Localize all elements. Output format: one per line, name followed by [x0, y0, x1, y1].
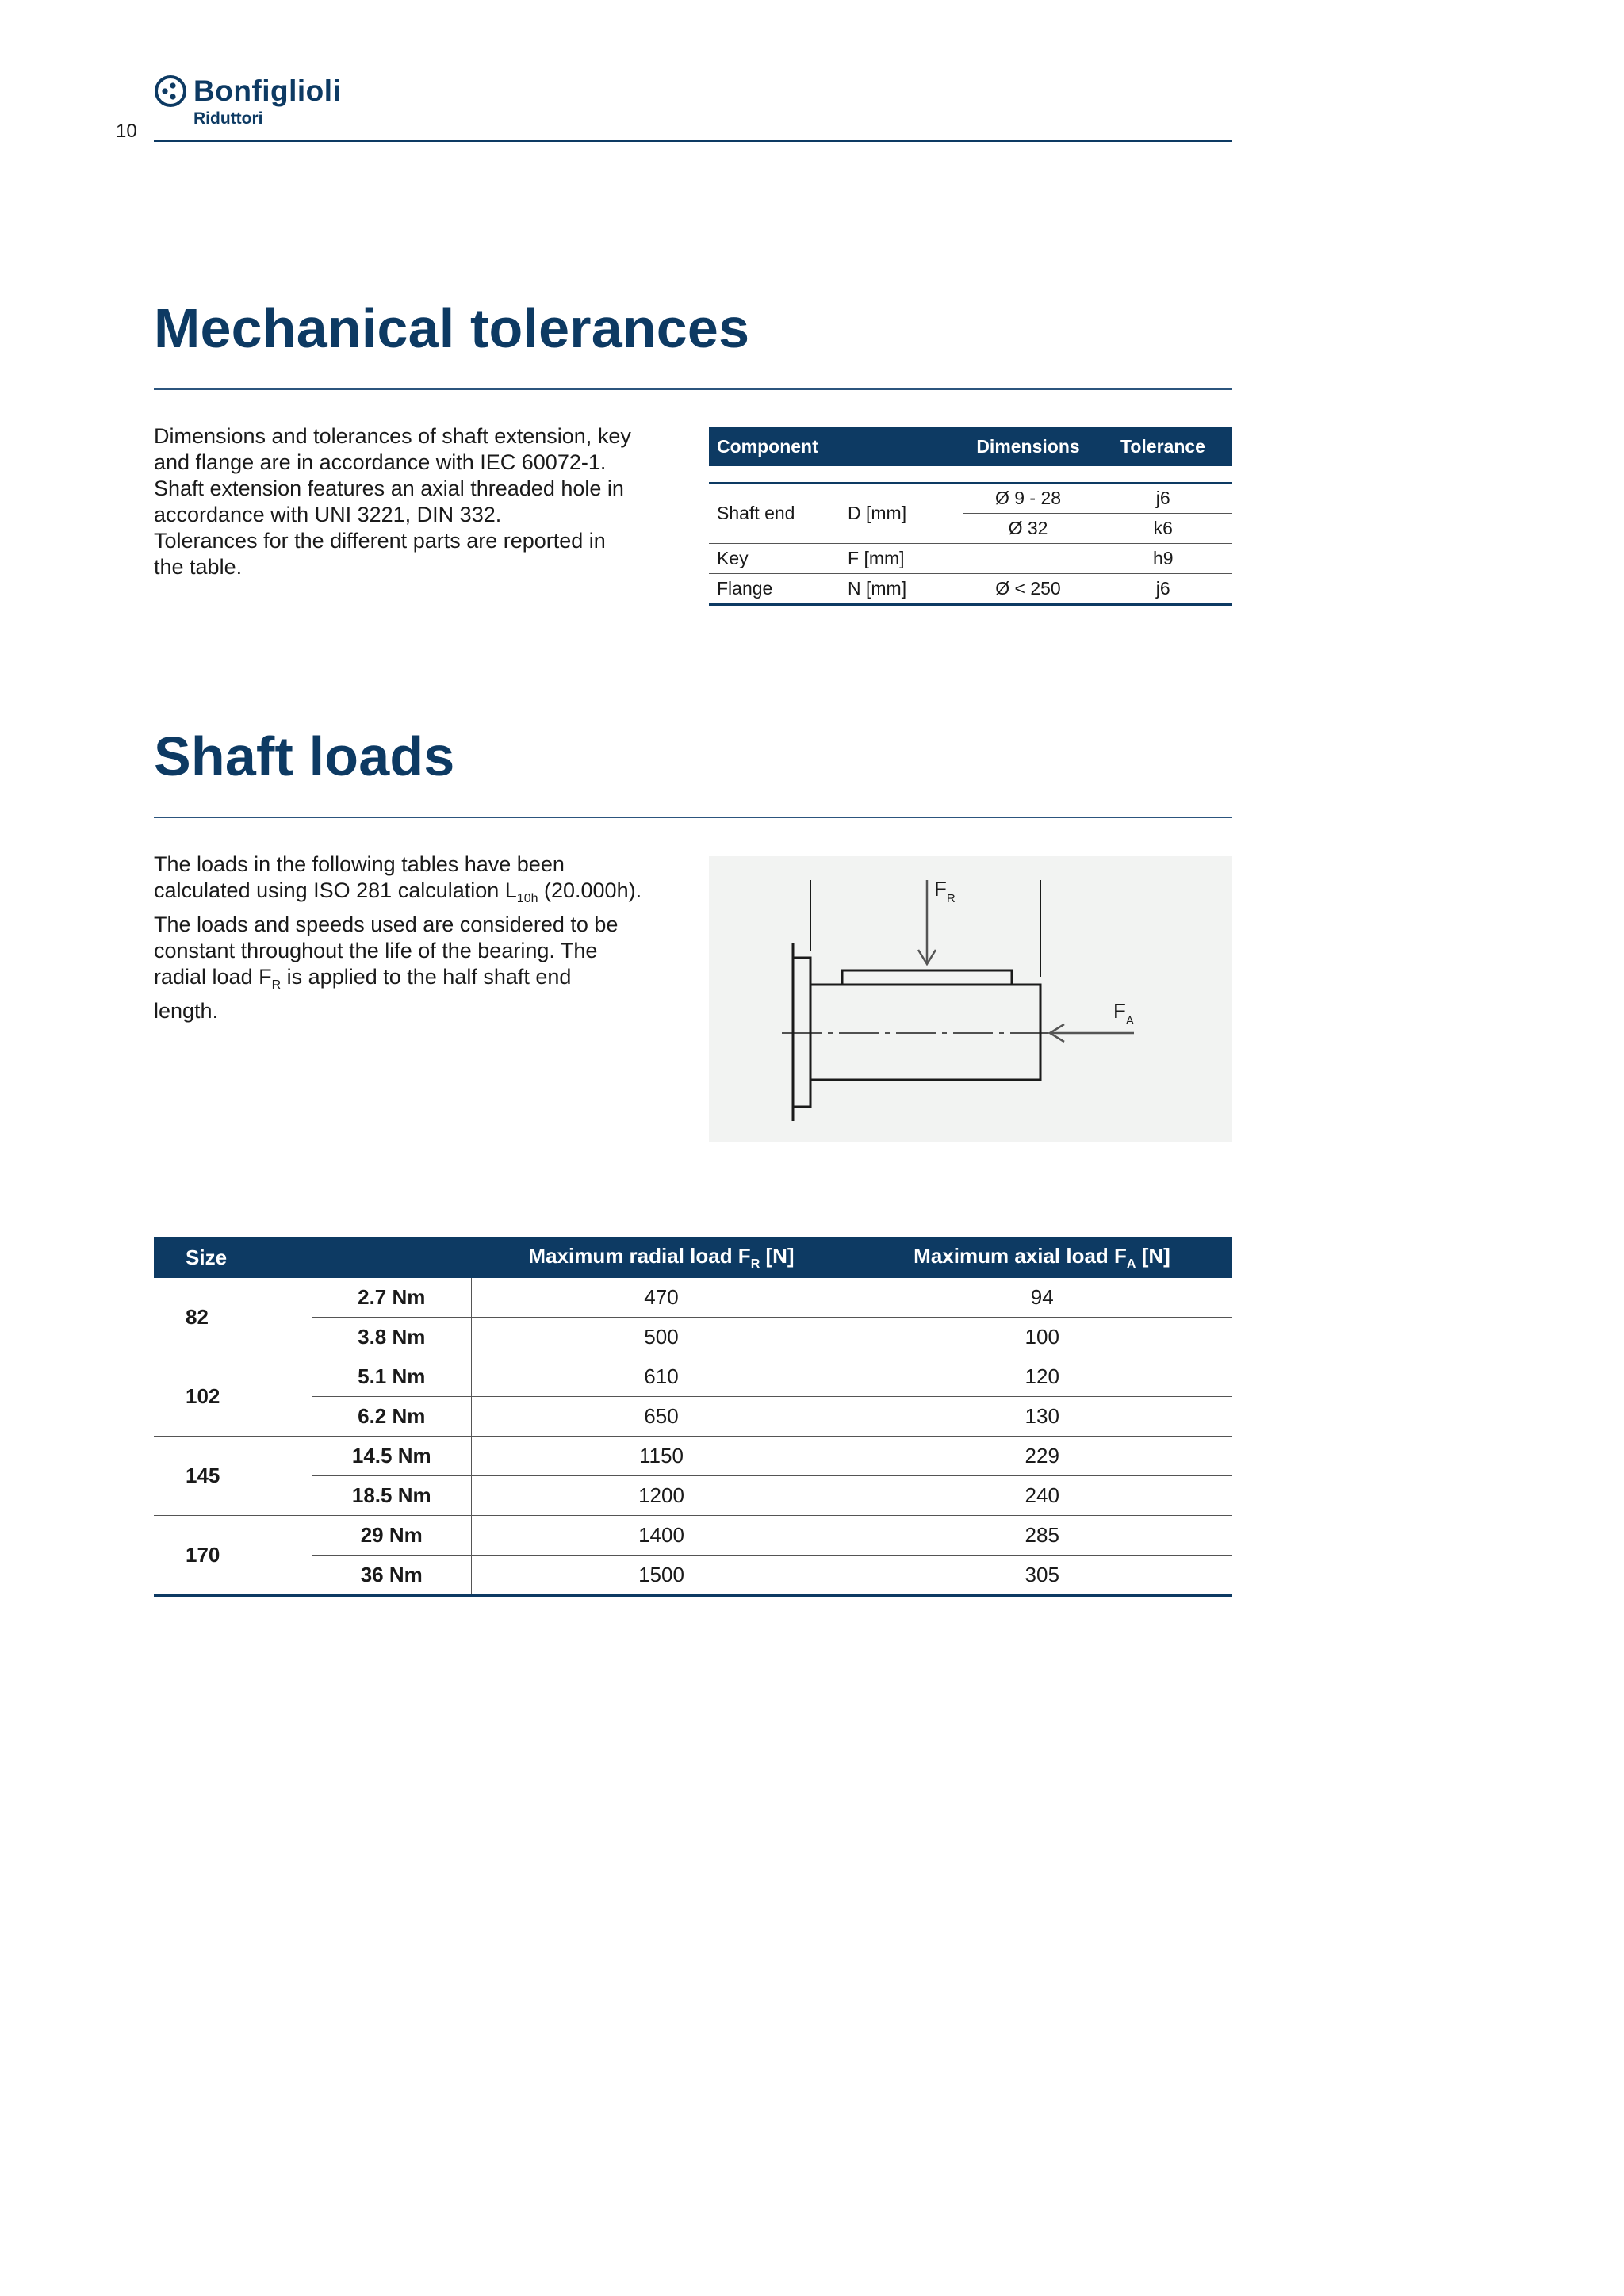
shaft-loads-line — [154, 912, 693, 938]
axial-cell: 100 — [852, 1318, 1232, 1357]
axial-cell: 120 — [852, 1357, 1232, 1397]
table-row — [154, 1556, 1232, 1596]
size-cell: 102 — [154, 1357, 312, 1437]
key-tol: h9 — [1094, 544, 1232, 574]
table-row — [154, 1397, 1232, 1437]
radial-cell: 500 — [471, 1318, 852, 1357]
loads-header-row — [154, 1237, 1232, 1278]
table-row — [154, 1318, 1232, 1357]
tolerances-description-line: Tolerances for the different parts are reported in — [154, 529, 606, 553]
radial-cell: 1150 — [471, 1437, 852, 1476]
table-row — [709, 483, 1232, 514]
radial-force-label: $F_R$ — [934, 877, 956, 905]
shaft-loads-line — [154, 938, 693, 964]
axial-force-label: $F_A$ — [1113, 999, 1134, 1027]
axial-cell: 240 — [852, 1476, 1232, 1516]
bonfiglioli-logo-icon — [154, 75, 187, 108]
shaft-loads-line — [154, 851, 693, 878]
shaft-loads-description — [154, 851, 693, 1024]
flange-tol: j6 — [1094, 574, 1232, 605]
subscript: 10h — [516, 892, 538, 905]
shaft-loads-line — [154, 964, 693, 998]
subscript: R — [271, 978, 282, 992]
table-row — [154, 1357, 1232, 1397]
brand-name: Bonfiglioli — [193, 75, 342, 107]
brand-logo — [154, 75, 341, 108]
torque-cell: 5.1 Nm — [312, 1357, 471, 1397]
torque-cell: 6.2 Nm — [312, 1397, 471, 1437]
shaft-load-diagram — [709, 856, 1232, 1142]
page-number: 10 — [116, 121, 137, 142]
radial-cell: 470 — [471, 1278, 852, 1318]
header-empty — [840, 427, 963, 466]
shaft-end-label: Shaft end — [709, 483, 840, 544]
shaft-end-dim-1: Ø 9 - 28 — [963, 483, 1094, 514]
axial-cell: 130 — [852, 1397, 1232, 1437]
tolerances-description-line: accordance with UNI 3221, DIN 332. — [154, 503, 502, 526]
size-cell: 170 — [154, 1516, 312, 1596]
axial-cell: 285 — [852, 1516, 1232, 1556]
header-size: Size — [154, 1237, 312, 1278]
tolerances-header-row — [709, 427, 1232, 466]
shaft-loads-text: The loads in the following tables have been — [154, 852, 565, 876]
radial-cell: 1500 — [471, 1556, 852, 1596]
header-axial-load: Maximum axial load $F_A$ [N] — [852, 1237, 1232, 1278]
loads-table-body — [154, 1278, 1232, 1596]
tolerances-description — [154, 423, 693, 580]
tolerances-description-line: the table. — [154, 555, 243, 579]
radial-cell: 1400 — [471, 1516, 852, 1556]
key-dim — [963, 544, 1094, 574]
size-cell: 82 — [154, 1278, 312, 1357]
tolerances-table — [709, 427, 1232, 606]
tolerances-description-line: and flange are in accordance with IEC 60072-1. — [154, 450, 607, 474]
shaft-loads-text: (20.000h). — [538, 878, 642, 902]
shaft-loads-text: The loads and speeds used are considered to be — [154, 913, 619, 936]
shaft-loads-line — [154, 878, 693, 912]
shaft-loads-text: length. — [154, 999, 219, 1023]
size-cell: 145 — [154, 1437, 312, 1516]
shaft-loads-title-rule — [154, 817, 1232, 818]
table-row — [154, 1516, 1232, 1556]
shaft-end-unit: D [mm] — [840, 483, 963, 544]
table-row — [709, 544, 1232, 574]
torque-cell: 14.5 Nm — [312, 1437, 471, 1476]
header-tolerance: Tolerance — [1094, 427, 1232, 466]
torque-cell: 3.8 Nm — [312, 1318, 471, 1357]
key-unit: F [mm] — [840, 544, 963, 574]
table-row — [709, 574, 1232, 605]
flange-label: Flange — [709, 574, 840, 605]
shaft-end-tol-2: k6 — [1094, 514, 1232, 544]
table-row — [154, 1476, 1232, 1516]
shaft-loads-text: constant throughout the life of the bearing. The — [154, 939, 598, 962]
brand-subtitle: Riduttori — [193, 109, 263, 128]
flange-unit: N [mm] — [840, 574, 963, 605]
tolerances-description-line: Dimensions and tolerances of shaft extension, key — [154, 424, 631, 448]
header-component: Component — [709, 427, 840, 466]
axial-cell: 229 — [852, 1437, 1232, 1476]
axial-cell: 305 — [852, 1556, 1232, 1596]
torque-cell: 2.7 Nm — [312, 1278, 471, 1318]
shaft-loads-text: calculated using ISO 281 calculation L — [154, 878, 517, 902]
table-row — [154, 1278, 1232, 1318]
header-radial-load: Maximum radial load $F_R$ [N] — [471, 1237, 852, 1278]
radial-cell: 650 — [471, 1397, 852, 1437]
shaft-loads-table — [154, 1237, 1232, 1597]
tolerances-description-line: Shaft extension features an axial threaded hole in — [154, 476, 624, 500]
shaft-loads-line — [154, 998, 693, 1024]
header-dimensions: Dimensions — [963, 427, 1094, 466]
flange-dim: Ø < 250 — [963, 574, 1094, 605]
shaft-loads-text: is applied to the half shaft end — [281, 965, 572, 989]
header-torque — [312, 1237, 471, 1278]
radial-cell: 1200 — [471, 1476, 852, 1516]
table-row — [154, 1437, 1232, 1476]
tolerances-title: Mechanical tolerances — [154, 297, 750, 359]
header-rule — [154, 140, 1232, 142]
table-spacer-row — [709, 466, 1232, 483]
torque-cell: 29 Nm — [312, 1516, 471, 1556]
shaft-loads-title: Shaft loads — [154, 725, 455, 787]
torque-cell: 18.5 Nm — [312, 1476, 471, 1516]
axial-cell: 94 — [852, 1278, 1232, 1318]
radial-cell: 610 — [471, 1357, 852, 1397]
key-label: Key — [709, 544, 840, 574]
shaft-end-dim-2: Ø 32 — [963, 514, 1094, 544]
torque-cell: 36 Nm — [312, 1556, 471, 1596]
shaft-loads-text: radial load F — [154, 965, 272, 989]
shaft-end-tol-1: j6 — [1094, 483, 1232, 514]
tolerances-title-rule — [154, 388, 1232, 390]
